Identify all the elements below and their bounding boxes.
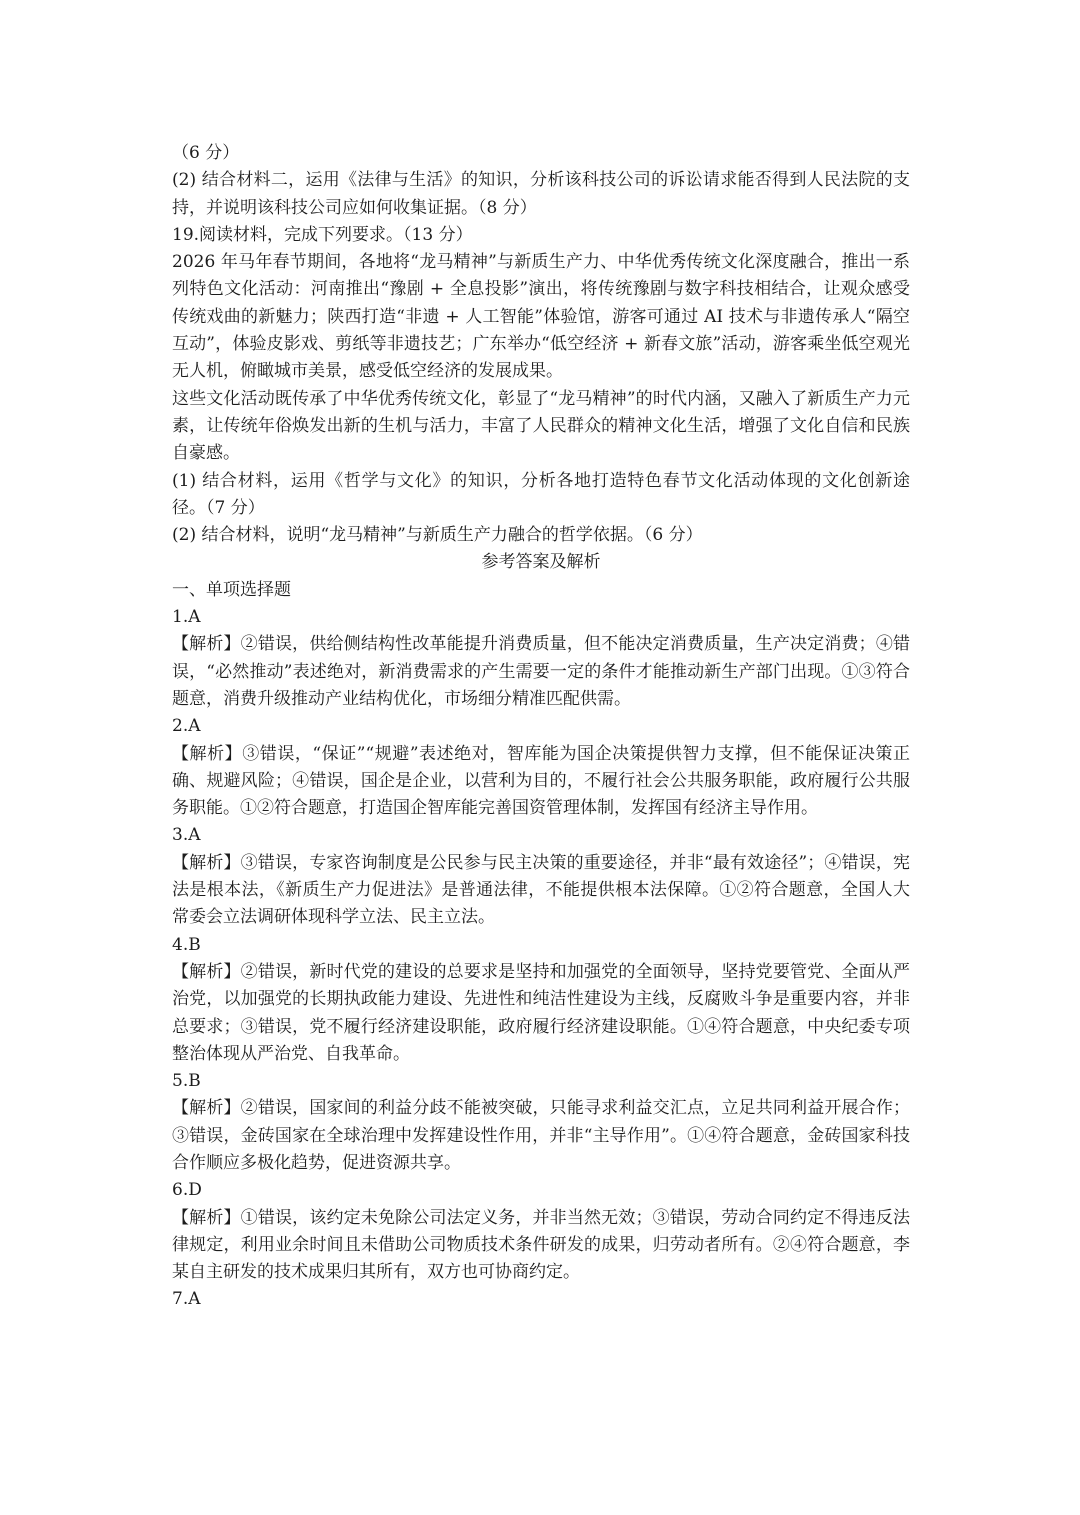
answer-4: 4.B <box>172 934 201 955</box>
q18-subquestion-2: (2) 结合材料二，运用《法律与生活》的知识，分析该科技公司的诉讼请求能否得到人民法院的支持，并说明该科技公司应如何收集证据。（8 分） <box>172 170 910 218</box>
answer-7: 7.A <box>172 1289 201 1310</box>
answer-1: 1.A <box>172 607 201 628</box>
answer-3: 3.A <box>172 825 201 846</box>
q18-score-tail: （6 分） <box>172 143 240 163</box>
answer-6: 6.D <box>172 1180 202 1201</box>
answer-2: 2.A <box>172 716 201 737</box>
q19-material-paragraph-1: 2026 年马年春节期间，各地将“龙马精神”与新质生产力、中华优秀传统文化深度融合，推出一系列特色文化活动：河南推出“豫剧 + 全息投影”演出，将传统豫剧与数字科技相结合，让观众感受传统戏曲的新魅力；陕西打造“非遗 + 人工智能”体验馆，游客可通过 AI 技术与非遗传承人“隔空互动”，体验皮影戏、剪纸等非遗技艺；广东举办“低空经济 + 新春文旅”活动，游客乘坐低空观光无人机，俯瞰城市美景，感受低空经济的发展成果。 <box>172 252 910 382</box>
q19-heading: 19.阅读材料，完成下列要求。（13 分） <box>172 224 473 245</box>
analysis-5: 【解析】②错误，国家间的利益分歧不能被突破，只能寻求利益交汇点，立足共同利益开展合作；③错误，金砖国家在全球治理中发挥建设性作用，并非“主导作用”。①④符合题意，金砖国家科技合作顺应多极化趋势，促进资源共享。 <box>172 1098 910 1173</box>
analysis-2: 【解析】③错误，“保证”“规避”表述绝对，智库能为国企决策提供智力支撑，但不能保证决策正确、规避风险；④错误，国企是企业，以营利为目的，不履行社会公共服务职能，政府履行公共服务职能。①②符合题意，打造国企智库能完善国资管理体制，发挥国有经济主导作用。 <box>172 743 910 819</box>
q19-material-paragraph-2: 这些文化活动既传承了中华优秀传统文化，彰显了“龙马精神”的时代内涵，又融入了新质生产力元素，让传统年俗焕发出新的生机与活力，丰富了人民群众的精神文化生活，增强了文化自信和民族自豪感。 <box>172 388 910 464</box>
analysis-4: 【解析】②错误，新时代党的建设的总要求是坚持和加强党的全面领导，坚持党要管党、全面从严治党，以加强党的长期执政能力建设、先进性和纯洁性建设为主线，反腐败斗争是重要内容，并非总要求；③错误，党不履行经济建设职能，政府履行经济建设职能。①④符合题意，中央纪委专项整治体现从严治党、自我革命。 <box>172 961 910 1064</box>
q19-subquestion-2: (2) 结合材料，说明“龙马精神”与新质生产力融合的哲学依据。（6 分） <box>172 525 703 546</box>
analysis-6: 【解析】①错误，该约定未免除公司法定义务，并非当然无效；③错误，劳动合同约定不得违反法律规定，利用业余时间且未借助公司物质技术条件研发的成果，归劳动者所有。②④符合题意，李某自主研发的技术成果归其所有，双方也可协商约定。 <box>172 1207 910 1283</box>
q19-subquestion-1: (1) 结合材料，运用《哲学与文化》的知识，分析各地打造特色春节文化活动体现的文化创新途径。（7 分） <box>172 470 910 518</box>
answer-5: 5.B <box>172 1071 201 1092</box>
analysis-1: 【解析】②错误，供给侧结构性改革能提升消费质量，但不能决定消费质量，生产决定消费；④错误，“必然推动”表述绝对，新消费需求的产生需要一定的条件才能推动新生产部门出现。①③符合题意，消费升级推动产业结构优化，市场细分精准匹配供需。 <box>172 634 910 709</box>
answers-title: 参考答案及解析 <box>481 552 601 573</box>
document-page <box>172 140 910 1314</box>
answers-section-heading: 一、单项选择题 <box>172 579 291 600</box>
analysis-3: 【解析】③错误，专家咨询制度是公民参与民主决策的重要途径，并非“最有效途径”；④错误，宪法是根本法，《新质生产力促进法》是普通法律，不能提供根本法保障。①②符合题意，全国人大常委会立法调研体现科学立法、民主立法。 <box>172 852 910 928</box>
